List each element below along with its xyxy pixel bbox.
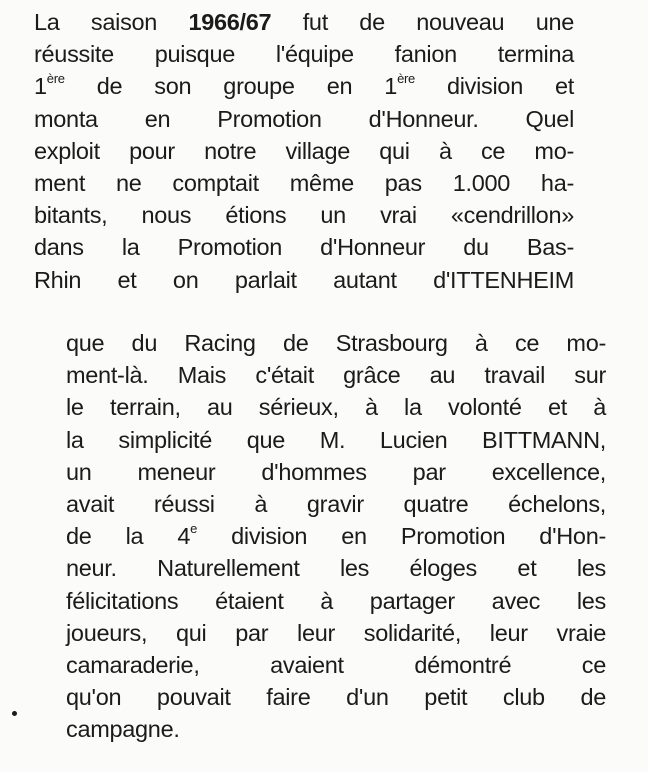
- text-line: qu'on pouvait faire d'un petit club de: [66, 684, 606, 711]
- text-line: campagne.: [66, 716, 180, 743]
- ink-dot: [12, 711, 17, 716]
- text-line: joueurs, qui par leur solidarité, leur vraie: [66, 619, 606, 646]
- text-line: de la 4e division en Promotion d'Hon-: [66, 521, 606, 550]
- paragraph-1: [34, 6, 574, 296]
- superscript: ère: [397, 71, 415, 87]
- text-line: un meneur d'hommes par excellence,: [66, 458, 606, 485]
- text-line: La saison 1966/67 fut de nouveau une: [34, 9, 574, 35]
- text-line: félicitations étaient à partager avec les: [66, 587, 606, 614]
- text-line: camaraderie, avaient démontré ce: [66, 651, 606, 678]
- text-line: dans la Promotion d'Honneur du Bas-: [34, 234, 574, 261]
- text-line: la simplicité que M. Lucien BITTMANN,: [66, 426, 606, 453]
- text-line: ment ne comptait même pas 1.000 ha-: [34, 169, 574, 196]
- text-line: 1ère de son groupe en 1ère division et: [34, 71, 574, 100]
- text-line: Rhin et on parlait autant d'ITTENHEIM: [34, 266, 574, 293]
- text-line: avait réussi à gravir quatre échelons,: [66, 490, 606, 517]
- text-line: le terrain, au sérieux, à la volonté et à: [66, 394, 606, 421]
- text-line: ment-là. Mais c'était grâce au travail sur: [66, 362, 606, 389]
- season-bold: 1966/67: [188, 9, 272, 35]
- superscript: e: [190, 521, 198, 537]
- paragraph-2: [66, 327, 606, 745]
- text-line: bitants, nous étions un vrai «cendrillon»: [34, 202, 574, 229]
- text-line: exploit pour notre village qui à ce mo-: [34, 137, 574, 164]
- text-line: neur. Naturellement les éloges et les: [66, 555, 606, 582]
- superscript: ère: [46, 71, 65, 87]
- text-line: réussite puisque l'équipe fanion termina: [34, 41, 574, 68]
- text-line: que du Racing de Strasbourg à ce mo-: [66, 330, 606, 356]
- text-line: monta en Promotion d'Honneur. Quel: [34, 105, 574, 132]
